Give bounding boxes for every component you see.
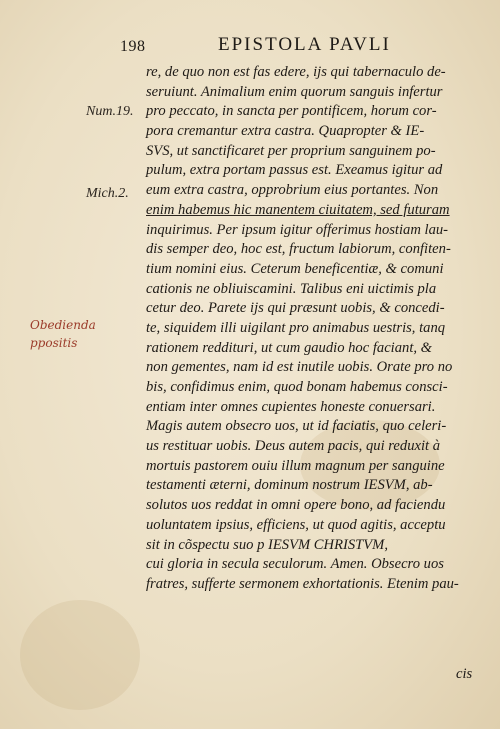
text-line: cetur deo. Parete ijs qui præsunt uobis, & concedi- xyxy=(146,300,445,317)
text-line: cationis ne obliuiscamini. Talibus eni uictimis pla xyxy=(146,280,437,297)
text-line: solutos uos reddat in omni opere bono, ad faciendu xyxy=(146,497,446,514)
catchword: cis xyxy=(456,666,473,682)
text-line: testamenti æterni, dominum nostrum IESVM, ab- xyxy=(146,477,433,494)
text-line: pora cremantur extra castra. Quapropter & IE- xyxy=(146,123,425,140)
text-line: bis, confidimus enim, quod bonam habemus consci- xyxy=(146,379,448,395)
text-line: inquirimus. Per ipsum igitur offerimus hostiam lau- xyxy=(146,221,449,238)
text-line: cui gloria in secula seculorum. Amen. Obsecro uos xyxy=(146,556,444,573)
text-line: seruiunt. Animalium enim quorum sanguis infertur xyxy=(146,83,443,100)
text-line: eum extra castra, opprobrium eius portantes. Non xyxy=(146,182,439,199)
text-line: mortuis pastorem ouiu illum magnum per sanguine xyxy=(146,457,445,474)
text-line: re, de quo non est fas edere, ijs qui tabernaculo de- xyxy=(146,64,446,80)
handwritten-note: ppositis xyxy=(30,336,78,350)
text-line: tium nomini eius. Ceterum beneficentiæ, & comuni xyxy=(146,260,444,277)
text-line: Magis autem obsecro uos, ut id faciatis, quo celeri- xyxy=(146,418,447,435)
text-line: SVS, ut sanctificaret per proprium sanguinem po- xyxy=(146,142,436,159)
paper-stain xyxy=(20,600,140,710)
text-block xyxy=(146,63,486,595)
running-head: EPISTOLA PAVLI xyxy=(218,34,391,55)
text-line: fratres, sufferte sermonem exhortationis. Etenim pau- xyxy=(146,575,459,592)
text-line: te, siquidem illi uigilant pro animabus uestris, tanq xyxy=(146,319,446,336)
text-line: sit in cõspectu suo p IESVM CHRISTVM, xyxy=(146,536,388,553)
text-line: entiam inter omnes cupientes honeste conuersari. xyxy=(146,398,436,415)
margin-note-mich: Mich.2. xyxy=(86,186,129,201)
text-line: us restituar uobis. Deus autem pacis, qui reduxit à xyxy=(146,438,441,455)
folio-number: 198 xyxy=(120,38,146,55)
text-line: rationem reddituri, ut cum gaudio hoc faciant, & xyxy=(146,339,433,356)
text-line: pulum, extra portam passus est. Exeamus igitur ad xyxy=(146,162,443,179)
handwritten-note: Obedienda xyxy=(30,318,96,332)
text-line: dis semper deo, hoc est, fructum labiorum, confiten- xyxy=(146,241,451,258)
text-line: pro peccato, in sancta per pontificem, horum cor- xyxy=(146,103,437,120)
text-line: non gementes, nam id est inutile uobis. Orate pro no xyxy=(146,359,453,376)
margin-note-num: Num.19. xyxy=(86,104,134,119)
text-line: uoluntatem ipsius, efficiens, ut quod agitis, acceptu xyxy=(146,516,446,533)
text-line: enim habemus hic manentem ciuitatem, sed futuram xyxy=(146,201,450,218)
